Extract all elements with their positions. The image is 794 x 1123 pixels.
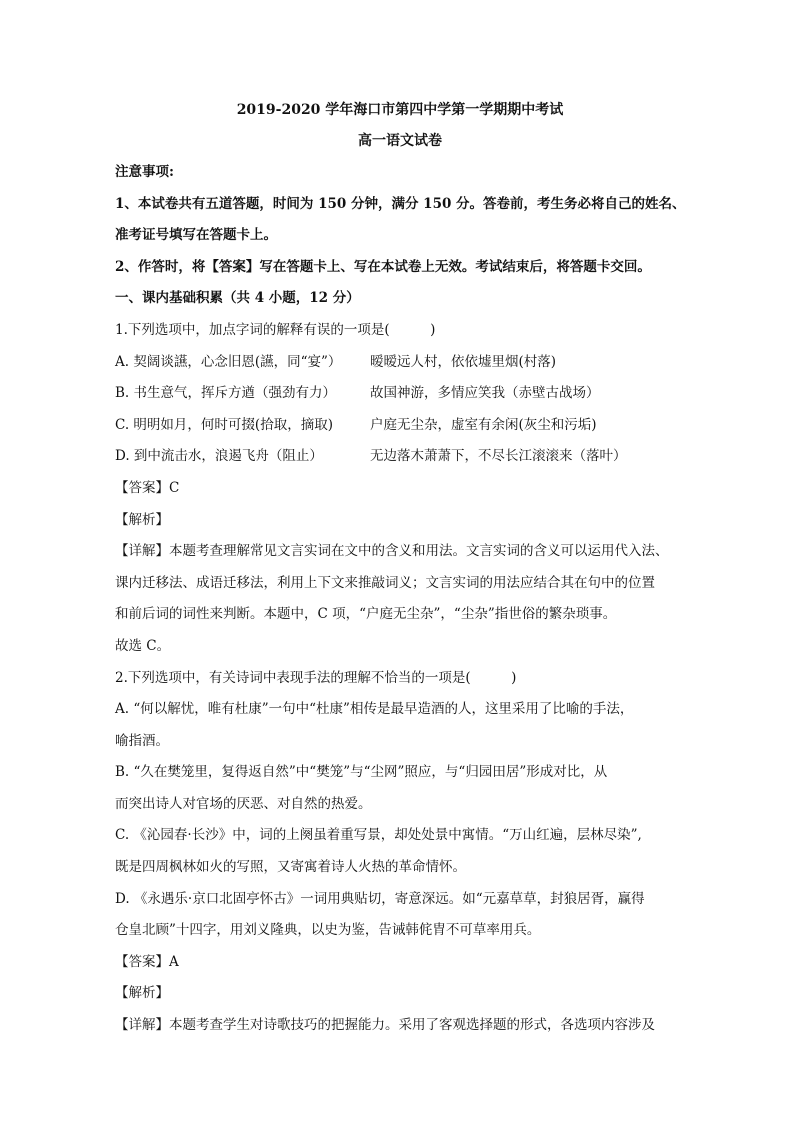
option-c-right: 户庭无尘杂，虚室有余闲(灰尘和污垢): [370, 416, 597, 433]
question-1-detail-line-3: 和前后词的词性来判断。本题中，C 项，“户庭无尘杂”，“尘杂”指世俗的繁杂琐事。: [115, 606, 617, 623]
option-b-left: B. 书生意气，挥斥方遒（强劲有力）: [115, 385, 337, 402]
question-1-option-c: [115, 410, 685, 442]
question-2-option-c-line-1: C. 《沁园春·长沙》中，词的上阕虽着重写景，却处处景中寓情。“万山红遍，层林尽染”,: [115, 827, 642, 844]
notice-heading: 注意事项:: [115, 164, 174, 180]
question-2-option-a-line-1: A. “何以解忧，唯有杜康”一句中“杜康”相传是最早造酒的人，这里采用了比喻的手法，: [115, 701, 634, 718]
exam-title: 2019-2020 学年海口市第四中学第一学期期中考试: [236, 102, 564, 118]
question-1-option-b: [115, 378, 685, 410]
document-content: [115, 100, 685, 1042]
option-a-left: A. 契阔谈讌，心念旧恩(讌，同“宴”）: [115, 353, 342, 370]
question-2-answer: 【答案】A: [115, 953, 179, 970]
question-2-option-a-line-2: 喻指酒。: [115, 732, 169, 749]
question-2-option-c-line-2: 既是四周枫林如火的写照，又寄寓着诗人火热的革命情怀。: [115, 859, 466, 876]
question-1-answer: 【答案】C: [115, 479, 180, 496]
section-1-heading: 一、课内基础积累（共 4 小题，12 分）: [115, 290, 360, 307]
notice-item-1-line-1: 1、本试卷共有五道答题，时间为 150 分钟，满分 150 分。答卷前，考生务必将自己的姓名、: [115, 195, 686, 212]
question-2-option-d-line-2: 仓皇北顾”十四字，用刘义隆典，以史为鉴，告诫韩侂胄不可草率用兵。: [115, 922, 541, 939]
question-2-detail-line: 【详解】本题考查学生对诗歌技巧的把握能力。采用了客观选择题的形式，各选项内容涉及: [115, 1017, 655, 1034]
question-1-detail-line-1: 【详解】本题考查理解常见文言实词在文中的含义和用法。文言实词的含义可以运用代入法、: [115, 543, 669, 560]
question-1-stem: 1.下列选项中，加点字词的解释有误的一项是( ): [115, 321, 436, 338]
question-1-option-d: [115, 441, 685, 473]
question-2-option-b-line-2: 而突出诗人对官场的厌恶、对自然的热爱。: [115, 795, 372, 812]
question-1-detail-line-2: 课内迁移法、成语迁移法，利用上下文来推敲词义；文言实词的用法应结合其在句中的位置: [115, 574, 655, 591]
option-c-left: C. 明明如月，何时可掇(拾取，摘取): [115, 416, 333, 433]
question-1-option-a: [115, 347, 685, 379]
option-d-right: 无边落木萧萧下，不尽长江滚滚来（落叶）: [370, 448, 627, 465]
exam-subtitle: 高一语文试卷: [358, 133, 442, 149]
option-b-right: 故国神游，多情应笑我（赤壁古战场）: [370, 385, 600, 402]
notice-item-1-line-2: 准考证号填写在答题卡上。: [115, 227, 277, 244]
option-d-left: D. 到中流击水，浪遏飞舟（阻止）: [115, 448, 323, 465]
option-a-right: 暧暧远人村，依依墟里烟(村落): [370, 353, 557, 370]
notice-item-2: 2、作答时，将【答案】写在答题卡上、写在本试卷上无效。考试结束后，将答题卡交回。: [115, 258, 651, 275]
question-2-option-b-line-1: B. “久在樊笼里，复得返自然”中“樊笼”与“尘网”照应，与“归园田居”形成对比，从: [115, 764, 608, 781]
question-1-analysis-label: 【解析】: [115, 511, 169, 528]
question-2-stem: 2.下列选项中，有关诗词中表现手法的理解不恰当的一项是( ): [115, 669, 517, 686]
question-2-option-d-line-1: D. 《永遇乐·京口北固亭怀古》一词用典贴切，寄意深远。如“元嘉草草，封狼居胥，赢得: [115, 890, 645, 907]
question-1-conclusion: 故选 C。: [115, 637, 171, 654]
question-2-analysis-label: 【解析】: [115, 985, 169, 1002]
